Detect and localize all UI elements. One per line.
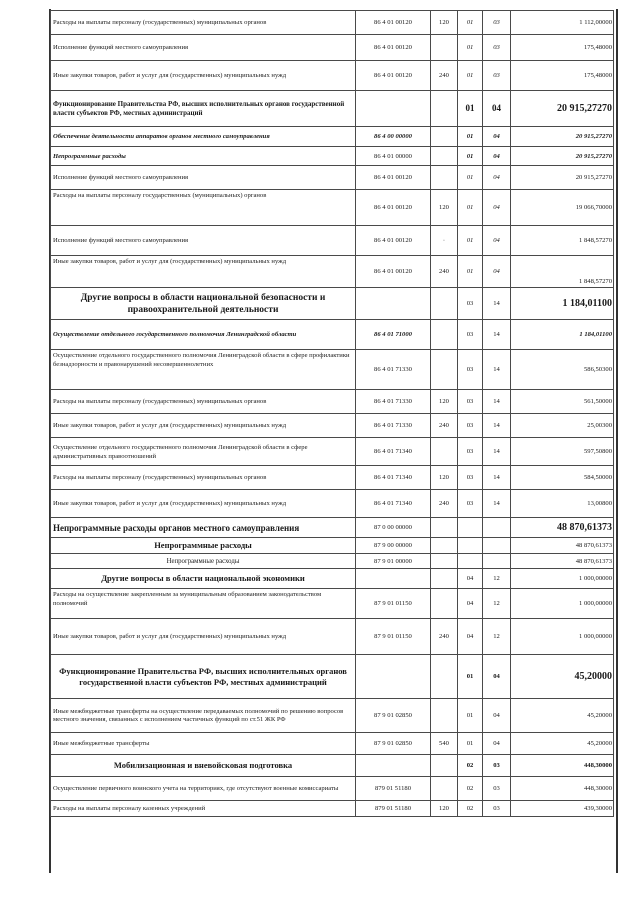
- row-code: 87 9 01 02850: [356, 699, 431, 733]
- row-sum: 45,20000: [511, 699, 614, 733]
- table-row-section: [51, 288, 614, 320]
- row-rz: 01: [458, 35, 483, 61]
- row-pr: [483, 538, 511, 554]
- row-vr: 240: [431, 61, 458, 91]
- budget-table: [50, 10, 614, 817]
- row-vr: 120: [431, 190, 458, 226]
- row-rz: 04: [458, 569, 483, 589]
- row-pr: 12: [483, 569, 511, 589]
- row-pr: 04: [483, 190, 511, 226]
- row-code: 86 4 01 00120: [356, 226, 431, 256]
- row-pr: 03: [483, 777, 511, 801]
- row-sum: 48 870,61373: [511, 518, 614, 538]
- row-code: 87 9 01 01150: [356, 619, 431, 655]
- row-code: 87 9 01 02850: [356, 733, 431, 755]
- row-sum: 175,48000: [511, 35, 614, 61]
- row-rz: 01: [458, 91, 483, 127]
- row-code: [356, 288, 431, 320]
- row-name: Иные межбюджетные трансферты: [51, 733, 356, 755]
- row-vr: 540: [431, 733, 458, 755]
- row-vr: [431, 288, 458, 320]
- row-sum: 561,50000: [511, 390, 614, 414]
- row-vr: 240: [431, 256, 458, 288]
- table-row: [51, 350, 614, 390]
- row-vr: [431, 777, 458, 801]
- table-row: [51, 190, 614, 226]
- row-code: 87 9 00 00000: [356, 538, 431, 554]
- row-vr: [431, 518, 458, 538]
- row-code: [356, 91, 431, 127]
- row-rz: [458, 554, 483, 569]
- table-row: [51, 438, 614, 466]
- row-name: Исполнение функций местного самоуправления: [51, 35, 356, 61]
- row-sum: 1 000,00000: [511, 569, 614, 589]
- row-pr: 03: [483, 35, 511, 61]
- row-rz: 01: [458, 127, 483, 147]
- row-name: Иные закупки товаров, работ и услуг для (государственных) муниципальных нужд: [51, 414, 356, 438]
- row-sum: 19 066,70000: [511, 190, 614, 226]
- table-row: [51, 147, 614, 166]
- row-sum: 584,50000: [511, 466, 614, 490]
- row-rz: 03: [458, 390, 483, 414]
- row-rz: 01: [458, 733, 483, 755]
- table-row-section: [51, 538, 614, 554]
- row-pr: 04: [483, 166, 511, 190]
- table-row: [51, 699, 614, 733]
- row-code: [356, 655, 431, 699]
- row-code: 86 4 01 00120: [356, 61, 431, 91]
- row-vr: 120: [431, 466, 458, 490]
- row-sum: 1 112,00000: [511, 11, 614, 35]
- table-row: [51, 61, 614, 91]
- row-pr: 14: [483, 414, 511, 438]
- row-code: 87 9 01 01150: [356, 589, 431, 619]
- row-rz: [458, 538, 483, 554]
- table-row: [51, 35, 614, 61]
- row-name: Непрограммные расходы органов местного самоуправления: [51, 518, 356, 538]
- table-row: [51, 801, 614, 817]
- table-row-section: [51, 569, 614, 589]
- row-vr: [431, 147, 458, 166]
- row-pr: 14: [483, 490, 511, 518]
- row-vr: 120: [431, 801, 458, 817]
- row-rz: 02: [458, 801, 483, 817]
- row-rz: 03: [458, 438, 483, 466]
- row-rz: 01: [458, 11, 483, 35]
- row-pr: 14: [483, 288, 511, 320]
- row-vr: [431, 350, 458, 390]
- row-pr: 12: [483, 619, 511, 655]
- row-code: 87 0 00 00000: [356, 518, 431, 538]
- table-row: [51, 320, 614, 350]
- row-sum: 45,20000: [511, 733, 614, 755]
- row-rz: 03: [458, 466, 483, 490]
- row-name: Непрограммные расходы: [51, 147, 356, 166]
- row-vr: [431, 589, 458, 619]
- row-sum: 439,30000: [511, 801, 614, 817]
- row-pr: 04: [483, 127, 511, 147]
- row-name: Функционирование Правительства РФ, высших исполнительных органов государственной власти субъектов РФ, местных администраций: [51, 91, 356, 127]
- row-vr: [431, 127, 458, 147]
- table-row: [51, 226, 614, 256]
- row-code: 879 01 51180: [356, 801, 431, 817]
- row-name: Осуществление отдельного государственного полномочия Ленинградской области в сфере профилактики безнадзорности и правонарушений несовершеннолетних: [51, 350, 356, 390]
- row-sum: 48 870,61373: [511, 538, 614, 554]
- row-name: Иные закупки товаров, работ и услуг для (государственных) муниципальных нужд: [51, 61, 356, 91]
- row-name: Расходы на выплаты персоналу государственных (муниципальных) органов: [51, 190, 356, 226]
- row-rz: 01: [458, 256, 483, 288]
- row-pr: 04: [483, 147, 511, 166]
- row-name: Осуществление первичного воинского учета на территориях, где отсутствуют военные комиссариаты: [51, 777, 356, 801]
- row-sum: 1 184,01100: [511, 288, 614, 320]
- row-sum: 586,50300: [511, 350, 614, 390]
- row-code: 86 4 01 71330: [356, 390, 431, 414]
- row-name: Непрограммные расходы: [51, 554, 356, 569]
- row-code: 86 4 01 71340: [356, 466, 431, 490]
- table-row: [51, 490, 614, 518]
- table-row: [51, 554, 614, 569]
- row-name: Исполнение функций местного самоуправления: [51, 226, 356, 256]
- table-row-section: [51, 518, 614, 538]
- row-vr: [431, 538, 458, 554]
- row-code: 86 4 01 71330: [356, 414, 431, 438]
- row-pr: 14: [483, 390, 511, 414]
- row-vr: [431, 91, 458, 127]
- row-pr: 03: [483, 755, 511, 777]
- row-vr: [431, 699, 458, 733]
- row-sum: 1 184,01100: [511, 320, 614, 350]
- row-pr: 04: [483, 655, 511, 699]
- row-code: 86 4 00 00000: [356, 127, 431, 147]
- row-vr: [431, 35, 458, 61]
- row-vr: [431, 655, 458, 699]
- row-sum: 1 848,57270: [511, 226, 614, 256]
- row-pr: 03: [483, 61, 511, 91]
- table-row: [51, 414, 614, 438]
- row-rz: 01: [458, 166, 483, 190]
- row-name: Исполнение функций местного самоуправления: [51, 166, 356, 190]
- row-sum: 20 915,27270: [511, 127, 614, 147]
- row-sum: 25,00300: [511, 414, 614, 438]
- row-name: Осуществление отдельного государственного полномочия Ленинградской области в сфере административных правоотношений: [51, 438, 356, 466]
- table-row: [51, 166, 614, 190]
- row-pr: 03: [483, 11, 511, 35]
- row-rz: 02: [458, 777, 483, 801]
- row-code: 86 4 01 00120: [356, 166, 431, 190]
- row-code: 86 4 01 00120: [356, 35, 431, 61]
- row-rz: 01: [458, 699, 483, 733]
- row-pr: 04: [483, 226, 511, 256]
- row-name: Иные закупки товаров, работ и услуг для (государственных) муниципальных нужд: [51, 619, 356, 655]
- row-pr: 14: [483, 466, 511, 490]
- row-name: Мобилизационная и вневойсковая подготовка: [51, 755, 356, 777]
- row-sum: 20 915,27270: [511, 147, 614, 166]
- row-code: 86 4 01 71340: [356, 490, 431, 518]
- row-vr: [431, 554, 458, 569]
- row-rz: 01: [458, 226, 483, 256]
- row-name: Осуществление отдельного государственного полномочия Ленинградской области: [51, 320, 356, 350]
- row-rz: 01: [458, 147, 483, 166]
- row-name: Расходы на выплаты персоналу (государственных) муниципальных органов: [51, 11, 356, 35]
- row-pr: 04: [483, 256, 511, 288]
- row-vr: 240: [431, 414, 458, 438]
- row-sum: 597,50800: [511, 438, 614, 466]
- row-rz: 01: [458, 655, 483, 699]
- row-vr: [431, 166, 458, 190]
- row-rz: 03: [458, 288, 483, 320]
- table-row: [51, 777, 614, 801]
- row-name: Функционирование Правительства РФ, высших исполнительных органов государственной власти субъектов РФ, местных администраций: [51, 655, 356, 699]
- row-name: Другие вопросы в области национальной экономики: [51, 569, 356, 589]
- row-name: Иные закупки товаров, работ и услуг для (государственных) муниципальных нужд: [51, 256, 356, 288]
- row-vr: ·: [431, 226, 458, 256]
- row-vr: [431, 569, 458, 589]
- row-rz: 04: [458, 619, 483, 655]
- row-code: 87 9 01 00000: [356, 554, 431, 569]
- row-pr: [483, 518, 511, 538]
- table-row: [51, 466, 614, 490]
- row-sum: 20 915,27270: [511, 91, 614, 127]
- row-code: 86 4 01 00000: [356, 147, 431, 166]
- row-pr: 04: [483, 91, 511, 127]
- row-sum: 20 915,27270: [511, 166, 614, 190]
- row-sum: 1 000,00000: [511, 589, 614, 619]
- row-code: 879 01 51180: [356, 777, 431, 801]
- row-pr: 14: [483, 320, 511, 350]
- row-sum: 45,20000: [511, 655, 614, 699]
- row-name: Расходы на осуществление закрепленным за муниципальным образованием законодательством полномочий: [51, 589, 356, 619]
- row-code: 86 4 01 71000: [356, 320, 431, 350]
- row-pr: 14: [483, 438, 511, 466]
- table-row: [51, 589, 614, 619]
- row-vr: [431, 755, 458, 777]
- row-code: 86 4 01 00120: [356, 11, 431, 35]
- row-sum: 1 848,57270: [511, 256, 614, 288]
- row-name: Другие вопросы в области национальной безопасности и правоохранительной деятельности: [51, 288, 356, 320]
- row-vr: 120: [431, 390, 458, 414]
- row-code: 86 4 01 71340: [356, 438, 431, 466]
- row-name: Расходы на выплаты персоналу казенных учреждений: [51, 801, 356, 817]
- row-code: 86 4 01 71330: [356, 350, 431, 390]
- row-sum: 48 870,61373: [511, 554, 614, 569]
- row-sum: 13,00800: [511, 490, 614, 518]
- row-name: Иные межбюджетные трансферты на осуществление передаваемых полномочий по решению вопросов местного значения, связанных с исполнением частичных функций по ст.51 ЖК РФ: [51, 699, 356, 733]
- row-name: Расходы на выплаты персоналу (государственных) муниципальных органов: [51, 390, 356, 414]
- table-row: [51, 256, 614, 288]
- row-code: 86 4 01 00120: [356, 190, 431, 226]
- row-name: Обеспечение деятельности аппаратов органов местного самоуправления: [51, 127, 356, 147]
- row-pr: 14: [483, 350, 511, 390]
- row-pr: 03: [483, 801, 511, 817]
- table-row-section: [51, 655, 614, 699]
- row-pr: 04: [483, 699, 511, 733]
- table-row: [51, 11, 614, 35]
- row-pr: [483, 554, 511, 569]
- row-code: [356, 755, 431, 777]
- row-pr: 12: [483, 589, 511, 619]
- row-name: Иные закупки товаров, работ и услуг для (государственных) муниципальных нужд: [51, 490, 356, 518]
- row-rz: 04: [458, 589, 483, 619]
- table-row: [51, 127, 614, 147]
- row-code: 86 4 01 00120: [356, 256, 431, 288]
- table-row-section: [51, 755, 614, 777]
- row-sum: 448,30000: [511, 777, 614, 801]
- row-name: Расходы на выплаты персоналу (государственных) муниципальных органов: [51, 466, 356, 490]
- row-code: [356, 569, 431, 589]
- row-rz: 02: [458, 755, 483, 777]
- table-row: [51, 619, 614, 655]
- row-sum: 175,48000: [511, 61, 614, 91]
- row-pr: 04: [483, 733, 511, 755]
- row-vr: 240: [431, 619, 458, 655]
- row-rz: 01: [458, 190, 483, 226]
- row-sum: 448,30000: [511, 755, 614, 777]
- table-row-group-header: [51, 91, 614, 127]
- row-vr: [431, 438, 458, 466]
- row-name: Непрограммные расходы: [51, 538, 356, 554]
- row-rz: [458, 518, 483, 538]
- table-row: [51, 390, 614, 414]
- row-rz: 03: [458, 320, 483, 350]
- row-rz: 03: [458, 350, 483, 390]
- row-vr: 120: [431, 11, 458, 35]
- row-vr: [431, 320, 458, 350]
- table-row: [51, 733, 614, 755]
- row-sum: 1 000,00000: [511, 619, 614, 655]
- row-rz: 03: [458, 414, 483, 438]
- row-rz: 01: [458, 61, 483, 91]
- row-vr: 240: [431, 490, 458, 518]
- row-rz: 03: [458, 490, 483, 518]
